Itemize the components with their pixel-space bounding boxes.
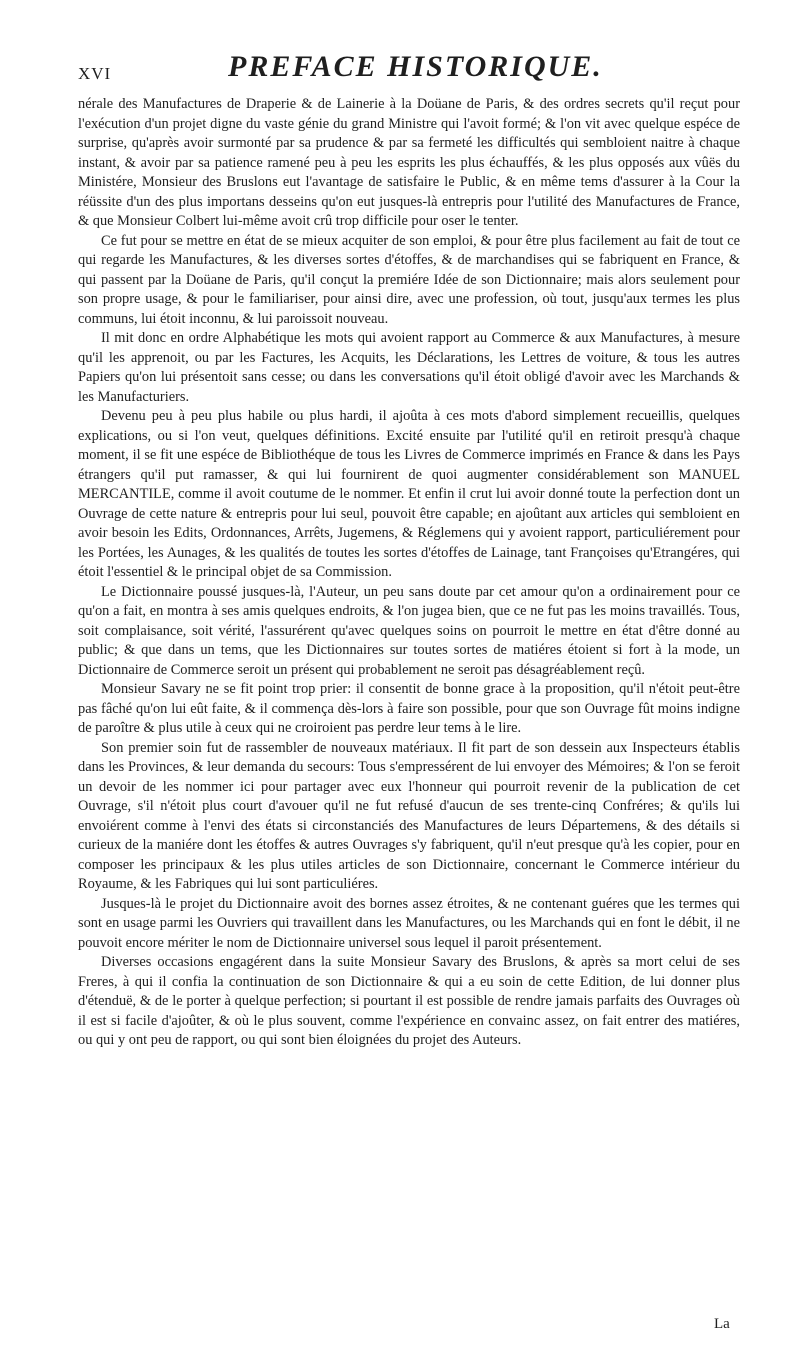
paragraph-continued: nérale des Manufactures de Draperie & de Lainerie à la Doüane de Paris, & des ordres secrets qu'il reçut pour l'exécution d'un projet digne du vaste génie du grand Ministre qui l'avoit formé; & l'on vit avec quelque espéce de surprise, qu'après avoir surmonté par sa prudence & par sa fermeté les difficultés qui sembloient naitre à chaque instant, & avoir par sa patience ramené peu à peu les esprits les plus échauffés, & les plus opposés aux vûës du Ministére, Monsieur des Bruslons eut l'avantage de satisfaire le Public, & en même tems d'assurer à la Cour la réüssite d'un des plus importans desseins qu'on eut jusques-là entrepris pour l'utilité des Manufactures de France, & que Monsieur Colbert lui-même avoit crû trop difficile pour oser le tenter. [78,96,740,229]
page-header [78,50,728,90]
body-text [78,95,740,1051]
paragraph: Diverses occasions engagérent dans la suite Monsieur Savary des Bruslons, & après sa mort celui de ses Freres, à qui il confia la continuation de son Dictionnaire & qui a eu soin de cette Edition, de lui donner plus d'étenduë, & de le porter à quelque perfection; si pourtant il est possible de rendre jamais parfaits des Ouvrages où il est si facile d'ajoûter, & où le plus souvent, comme l'expérience en convainc assez, on fait entrer des matiéres, ou qui y ont peu de rapport, ou qui sont bien éloignées du projet des Auteurs. [78,954,740,1048]
paragraph: Le Dictionnaire poussé jusques-là, l'Auteur, un peu sans doute par cet amour qu'on a ordinairement pour ce qu'on a fait, en montra à ses amis quelques endroits, & l'on jugea bien, que ce ne fut pas les moins travaillés. Tous, soit complaisance, soit vérité, l'assurérent qu'avec quelques soins on pourroit le mettre en état d'être donné au public; & que dans un tems, que les Dictionnaires sur toutes sortes de matiéres étoient si fort à la mode, un Dictionnaire de Commerce seroit un présent qui probablement ne seroit pas désagréablement reçû. [78,583,740,678]
running-title: PREFACE HISTORIQUE. [228,50,603,83]
catchword: La [714,1316,730,1332]
page-number: XVI [78,64,112,83]
paragraph: Ce fut pour se mettre en état de se mieux acquiter de son emploi, & pour être plus facilement au fait de tout ce qui regarde les Manufactures, & les diverses sortes d'étoffes, & de marchandises qui se fabriquent en France, & qui passent par la Doüane de Paris, qu'il conçut la premiére Idée de son Dictionnaire; mais alors seulement pour son propre usage, & pour le familiariser, pour ainsi dire, avec une profession, où tout, jusqu'aux termes les plus communs, lui étoit inconnu, & lui paroissoit nouveau. [78,232,740,327]
paragraph: Monsieur Savary ne se fit point trop prier: il consentit de bonne grace à la proposition, qu'il n'étoit peut-être pas fâché qu'on lui eût faite, & il commença dès-lors à faire son possible, pour que son Ouvrage fût moins indigne de paroître & plus utile à ceux qui ne croiroient pas perdre leur tems à le lire. [78,681,740,736]
paragraph: Il mit donc en ordre Alphabétique les mots qui avoient rapport au Commerce & aux Manufactures, à mesure qu'il les apprenoit, ou par les Factures, les Acquits, les Déclarations, les Lettres de voiture, & tous les autres Papiers qu'on lui présentoit sans cesse; ou dans les conversations qu'il étoit obligé d'avoir avec les Marchands & les Manufacturiers. [78,330,740,405]
paragraph: Jusques-là le projet du Dictionnaire avoit des bornes assez étroites, & ne contenant guéres que les termes qui sont en usage parmi les Ouvriers qui travaillent dans les Manufactures, ou les Marchands qui en font le débit, il ne pouvoit encore mériter le nom de Dictionnaire universel sous lequel il paroit présentement. [78,895,740,951]
paragraph: Son premier soin fut de rassembler de nouveaux matériaux. Il fit part de son dessein aux Inspecteurs établis dans les Provinces, & leur demanda du secours: Tous s'empressérent de lui envoyer des Mémoires; & l'on se feroit un devoir de les nommer ici pour partager avec eux l'honneur qui pourroit revenir de la publication de cet Ouvrage, s'il n'étoit plus court d'avouer qu'il ne fut refusé d'aucun de ses trente-cinq Confréres; & qu'ils lui envoiérent comme à l'envi des états si circonstanciés des Manufactures de leurs Départemens, & des détails si curieux de la maniére dont les étoffes & autres Ouvrages s'y fabriquent, qu'il n'eut presque qu'à les copier, pour en composer les principaux & les plus utiles articles de son Dictionnaire, concernant le Commerce intérieur du Royaume, & les Fabriques qui lui sont particuliéres. [78,739,740,892]
paragraph: Devenu peu à peu plus habile ou plus hardi, il ajoûta à ces mots d'abord simplement recueillis, quelques explications, ou si l'on veut, quelques définitions. Excité ensuite par l'utilité qu'il en retiroit presqu'à chaque moment, il se fit une espéce de Bibliothéque de tous les Livres de Commerce imprimés en France & dans les Pays étrangers qu'il put ramasser, & qui lui fournirent de quoi augmenter considérablement son MANUEL MERCANTILE, comme il avoit coutume de le nommer. Et enfin il crut lui avoir donné toute la perfection dont un Ouvrage de cette nature & entrepris pour lui seul, pouvoit être capable; en ajoûtant aux articles qui sembloient en avoir besoin les Edits, Ordonnances, Arrêts, Jugemens, & Réglemens qui y avoient rapport, particuliérement pour les Portées, les Aunages, & les qualités de toutes les sortes d'étoffes de Lainage, tant Françoises qu'Etrangéres, qui étoit l'essentiel & le principal objet de sa Commission. [78,408,740,580]
